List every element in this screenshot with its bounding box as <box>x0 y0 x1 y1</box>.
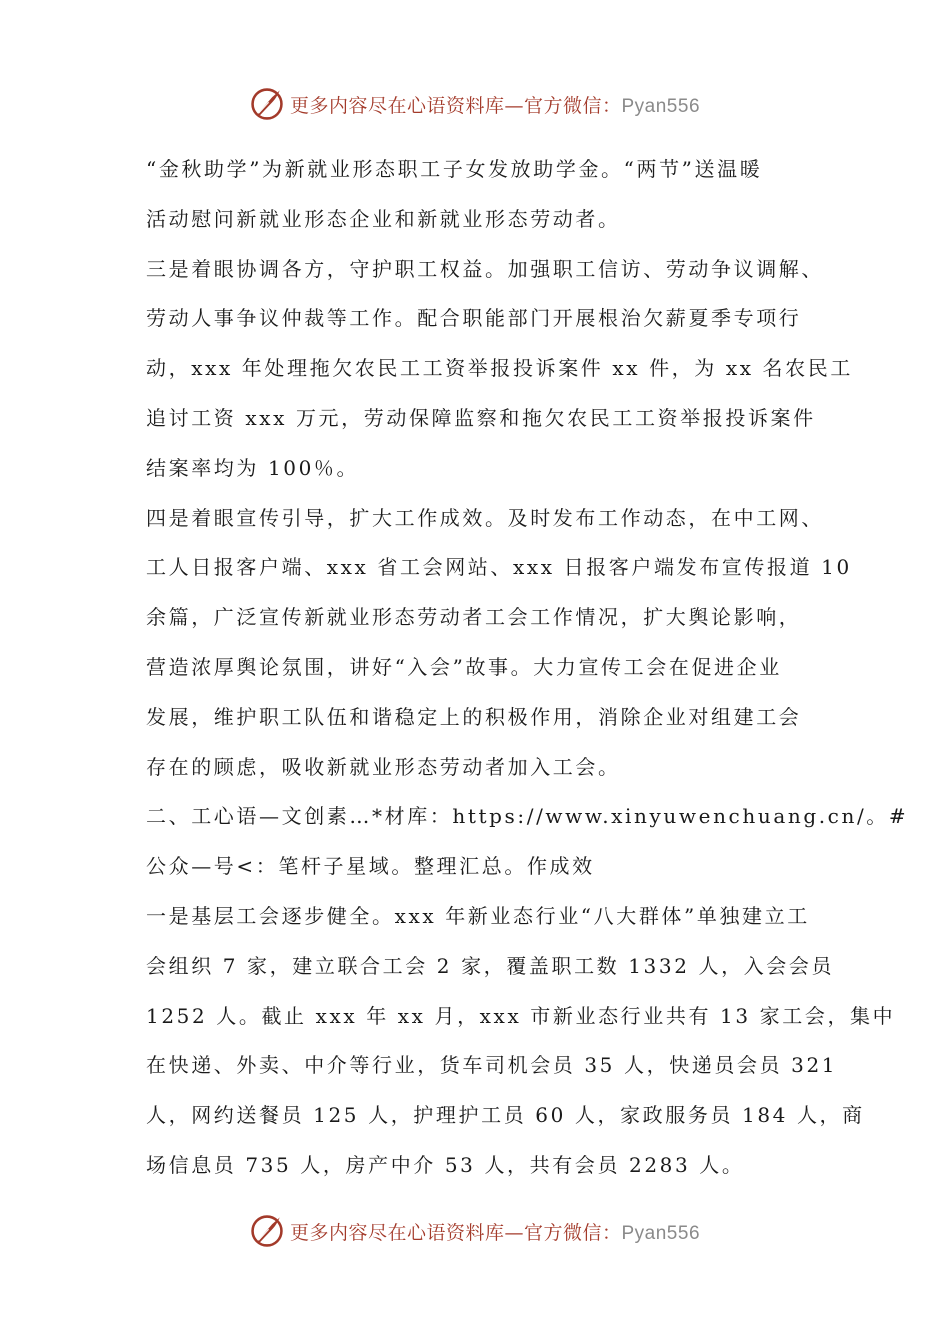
body-line: 追讨工资 xxx 万元，劳动保障监察和拖欠农民工工资举报投诉案件 <box>146 405 816 430</box>
wechat-label: 官方微信： <box>523 1221 622 1244</box>
body-line: 一是基层工会逐步健全。xxx 年新业态行业“八大群体”单独建立工 <box>146 903 810 928</box>
footer-watermark <box>0 1211 950 1251</box>
body-line: 活动慰问新就业形态企业和新就业形态劳动者。 <box>146 206 621 231</box>
body-line: “金秋助学”为新就业形态职工子女发放助学金。“两节”送温暖 <box>146 157 763 181</box>
wechat-id: Pyan556 <box>621 95 701 117</box>
body-line: 场信息员 735 人，房产中介 53 人，共有会员 2283 人。 <box>146 1152 745 1177</box>
brand-text: 更多内容尽在心语资料库 <box>289 94 505 117</box>
body-line: 存在的顾虑，吸收新就业形态劳动者加入工会。 <box>146 754 621 779</box>
body-line: 公众—号<：笔杆子星域。整理汇总。作成效 <box>146 854 595 879</box>
document-body <box>146 145 909 1191</box>
watermark-text <box>290 91 700 118</box>
body-line: 余篇，广泛宣传新就业形态劳动者工会工作情况，扩大舆论影响， <box>146 605 802 630</box>
body-line: 劳动人事争议仲裁等工作。配合职能部门开展根治欠薪夏季专项行 <box>146 306 802 331</box>
watermark-separator: — <box>504 94 524 117</box>
body-line: 工人日报客户端、xxx 省工会网站、xxx 日报客户端发布宣传报道 10 <box>146 555 852 580</box>
quill-pen-logo-icon <box>250 87 284 121</box>
body-line: 发展，维护职工队伍和谐稳定上的积极作用，消除企业对组建工会 <box>146 704 802 729</box>
body-line: 1252 人。截止 xxx 年 xx 月，xxx 市新业态行业共有 13 家工会，集中 <box>146 1003 896 1028</box>
body-line: 营造浓厚舆论氛围，讲好“入会”故事。大力宣传工会在促进企业 <box>146 654 782 679</box>
watermark-text <box>290 1218 700 1245</box>
wechat-label: 官方微信： <box>523 94 622 117</box>
header-watermark <box>0 84 950 124</box>
quill-pen-logo-icon <box>250 1214 284 1248</box>
watermark-separator: — <box>504 1221 524 1244</box>
body-line: 人，网约送餐员 125 人，护理护工员 60 人，家政服务员 184 人，商 <box>146 1103 865 1128</box>
body-line: 二、工心语—文创素…*材库：https://www.xinyuwenchuang.cn/。# <box>146 804 909 829</box>
body-line: 三是着眼协调各方，守护职工权益。加强职工信访、劳动争议调解、 <box>146 256 824 281</box>
brand-text: 更多内容尽在心语资料库 <box>289 1221 505 1244</box>
wechat-id: Pyan556 <box>621 1222 701 1244</box>
body-line: 动，xxx 年处理拖欠农民工工资举报投诉案件 xx 件，为 xx 名农民工 <box>146 356 853 381</box>
body-line: 四是着眼宣传引导，扩大工作成效。及时发布工作动态，在中工网、 <box>146 505 824 530</box>
body-line: 在快递、外卖、中介等行业，货车司机会员 35 人，快递员会员 321 <box>146 1053 838 1078</box>
body-line: 会组织 7 家，建立联合工会 2 家，覆盖职工数 1332 人，入会会员 <box>146 953 835 978</box>
body-line: 结案率均为 100％。 <box>146 455 360 480</box>
